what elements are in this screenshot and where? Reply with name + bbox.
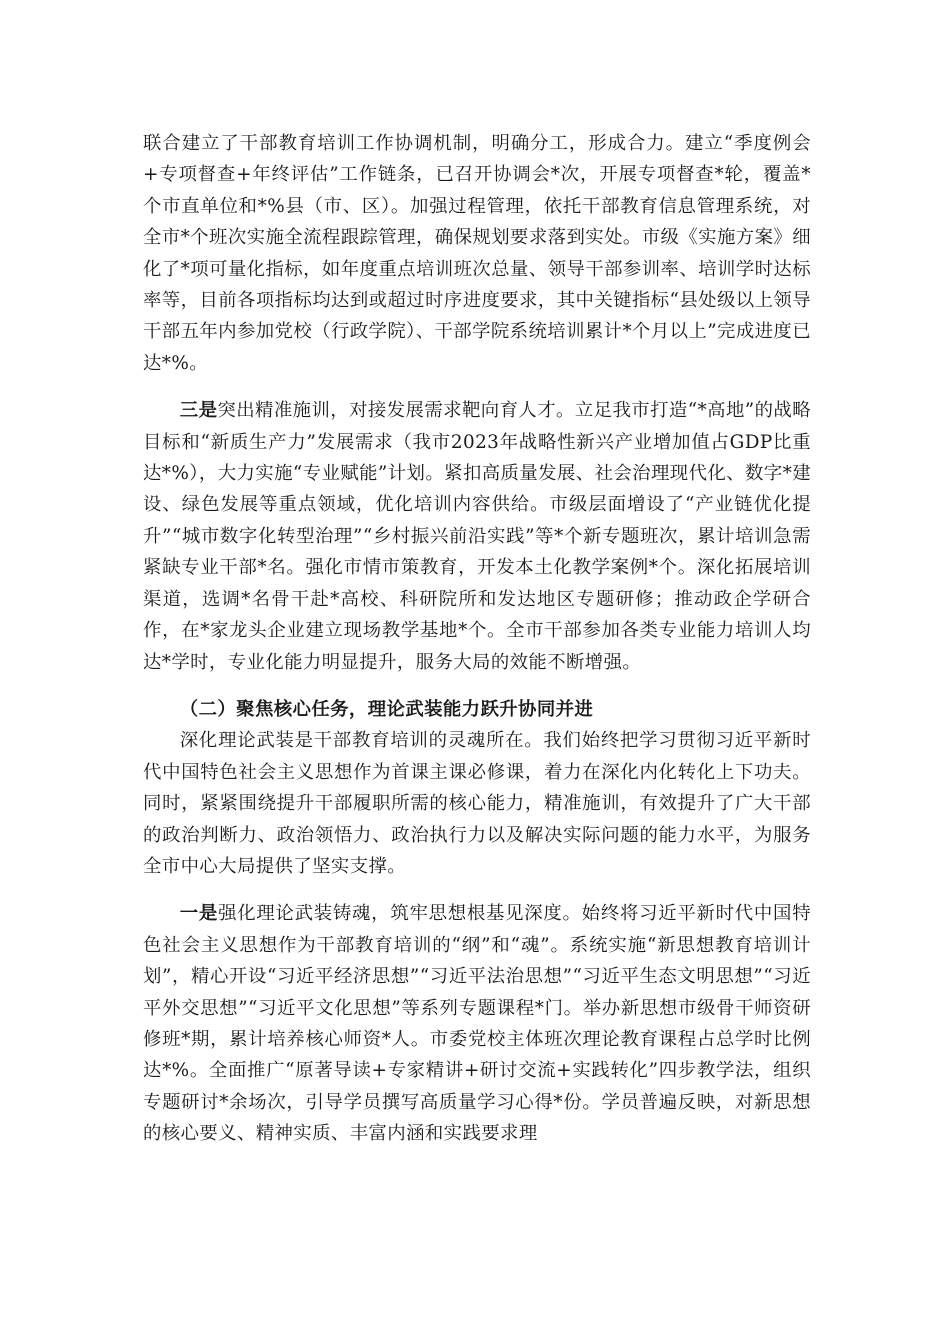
paragraph-point-three	[143, 395, 811, 678]
paragraph-text: 突出精准施训，对接发展需求靶向育人才。立足我市打造“*高地”的战略目标和“新质生产力”发展需求（我市2023年战略性新兴产业增加值占GDP比重达*%），大力实施“专业赋能”计划。紧扣高质量发展、社会治理现代化、数字*建设、绿色发展等重点领域，优化培训内容供给。市级层面增设了“产业链优化提升”“城市数字化转型治理”“乡村振兴前沿实践”等*个新专题班次，累计培训急需紧缺专业干部*名。强化市情市策教育，开发本土化教学案例*个。深化拓展培训渠道，选调*名骨干赴*高校、科研院所和发达地区专题研修；推动政企学研合作，在*家龙头企业建立现场教学基地*个。全市干部参加各类专业能力培训人均达*学时，专业化能力明显提升，服务大局的效能不断增强。	[143, 400, 811, 673]
paragraph-text: 强化理论武装铸魂，筑牢思想根基见深度。始终将习近平新时代中国特色社会主义思想作为干部教育培训的“纲”和“魂”。系统实施“新思想教育培训计划”，精心开设“习近平经济思想”“习近平法治思想”“习近平生态文明思想”“习近平外交思想”“习近平文化思想”等系列专题课程*门。举办新思想市级骨干师资研修班*期，累计培养核心师资*人。市委党校主体班次理论教育课程占总学时比例达*%。全面推广“原著导读+专家精讲+研讨交流+实践转化”四步教学法，组织专题研讨*余场次，引导学员撰写高质量学习心得*份。学员普遍反映，对新思想的核心要义、精神实质、丰富内涵和实践要求理	[143, 903, 811, 1145]
paragraph-lead: 三是	[179, 400, 218, 422]
paragraph-text: 深化理论武装是干部教育培训的灵魂所在。我们始终把学习贯彻习近平新时代中国特色社会主义思想作为首课主课必修课，着力在深化内化转化上下功夫。同时，紧紧围绕提升干部履职所需的核心能力，精准施训，有效提升了广大干部的政治判断力、政治领悟力、政治执行力以及解决实际问题的能力水平，为服务全市中心大局提供了坚实支撑。	[143, 730, 811, 877]
document-body	[143, 128, 811, 1150]
paragraph-point-one	[143, 898, 811, 1149]
paragraph-lead: 一是	[179, 903, 219, 925]
paragraph-theory-intro	[143, 725, 811, 882]
paragraph-text: 联合建立了干部教育培训工作协调机制，明确分工，形成合力。建立“季度例会+专项督查+年终评估”工作链条，已召开协调会*次，开展专项督查*轮，覆盖*个市直单位和*%县（市、区）。加强过程管理，依托干部教育信息管理系统，对全市*个班次实施全流程跟踪管理，确保规划要求落到实处。市级《实施方案》细化了*项可量化指标，如年度重点培训班次总量、领导干部参训率、培训学时达标率等，目前各项指标均达到或超过时序进度要求，其中关键指标“县处级以上领导干部五年内参加党校（行政学院）、干部学院系统培训累计*个月以上”完成进度已达*%。	[143, 133, 811, 374]
section-heading: （二）聚焦核心任务，理论武装能力跃升协同并进	[179, 698, 594, 720]
paragraph-coordination	[143, 128, 811, 379]
